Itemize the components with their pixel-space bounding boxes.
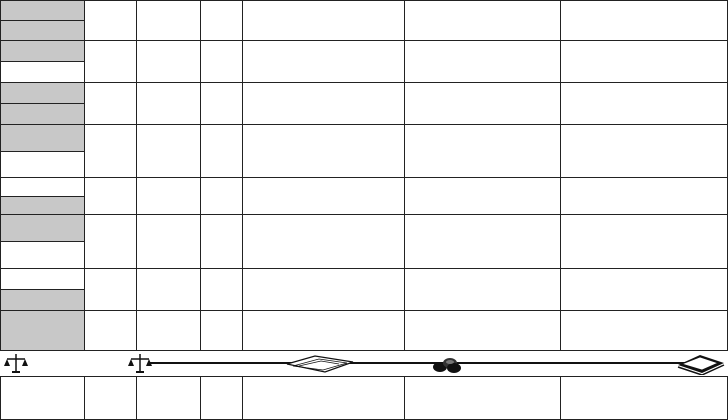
- column-divider: [242, 0, 243, 350]
- money-stack-ornament-icon: [676, 351, 726, 375]
- row-divider: [0, 0, 728, 1]
- date-divider: [0, 20, 84, 21]
- date-cell-shade: [1, 1, 84, 20]
- column-divider: [560, 0, 561, 350]
- row-divider: [0, 82, 728, 83]
- date-cell-shade: [1, 311, 84, 350]
- scales-ornament-icon: [4, 352, 28, 374]
- row-divider: [0, 310, 728, 311]
- date-divider: [0, 241, 84, 242]
- column-divider: [200, 0, 201, 350]
- date-cell-shade: [1, 197, 84, 215]
- date-divider: [0, 196, 84, 197]
- date-divider: [0, 61, 84, 62]
- column-divider: [84, 0, 85, 350]
- column-divider: [560, 376, 561, 420]
- row-divider: [0, 376, 728, 377]
- date-divider: [0, 289, 84, 290]
- coins-ornament-icon: [432, 353, 462, 373]
- column-divider: [404, 376, 405, 420]
- date-cell-shade: [1, 104, 84, 124]
- column-divider: [242, 376, 243, 420]
- column-divider: [200, 376, 201, 420]
- column-divider: [136, 0, 137, 350]
- banknotes-ornament-icon: [285, 352, 355, 374]
- date-divider: [0, 103, 84, 104]
- row-divider: [0, 124, 728, 125]
- row-divider: [0, 214, 728, 215]
- row-divider: [0, 177, 728, 178]
- date-cell-shade: [1, 290, 84, 310]
- row-divider: [0, 350, 728, 351]
- column-divider: [404, 0, 405, 350]
- row-divider: [0, 40, 728, 41]
- date-cell-shade: [1, 215, 84, 241]
- date-cell-shade: [1, 125, 84, 151]
- date-cell-shade: [1, 41, 84, 61]
- column-divider: [84, 376, 85, 420]
- scales-ornament-icon: [128, 352, 152, 374]
- date-cell-shade: [1, 83, 84, 103]
- column-divider: [0, 376, 1, 420]
- column-divider: [0, 0, 1, 350]
- column-divider: [136, 376, 137, 420]
- row-divider: [0, 268, 728, 269]
- date-cell-shade: [1, 21, 84, 40]
- date-divider: [0, 151, 84, 152]
